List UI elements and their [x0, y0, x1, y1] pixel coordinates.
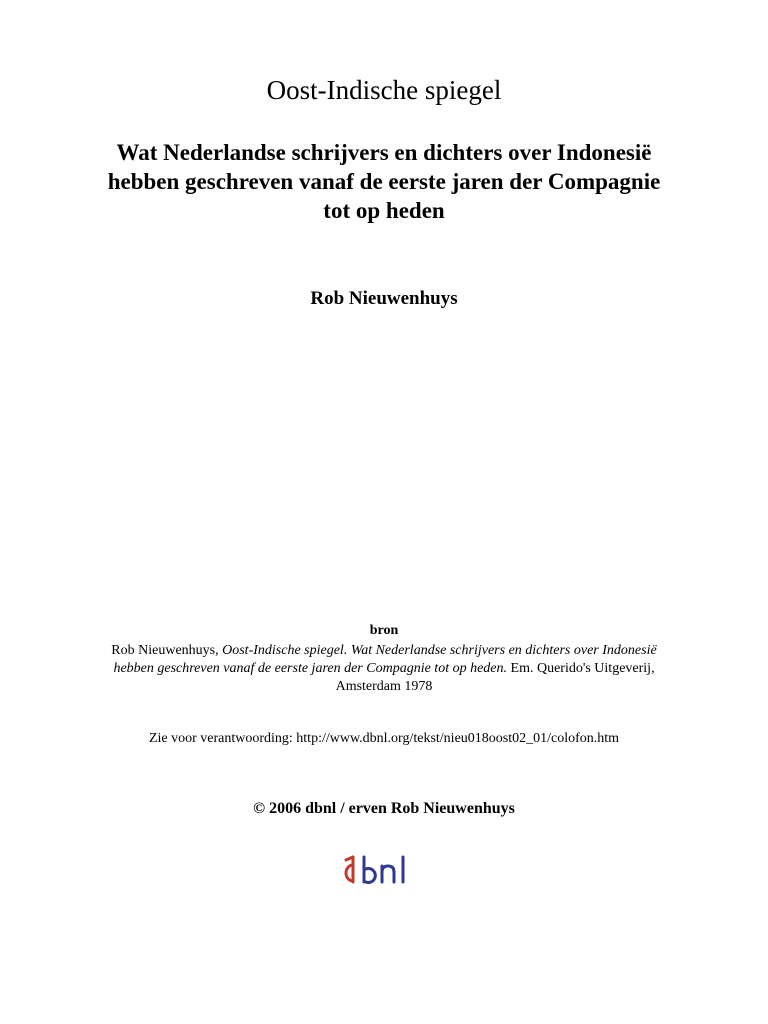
source-title-part-2: hebben geschreven vanaf de eerste jaren der Compagnie tot op heden. — [113, 661, 508, 676]
book-subtitle — [60, 138, 708, 225]
accountability-link[interactable]: Zie voor verantwoording: http://www.dbnl.org/tekst/nieu018oost02_01/colofon.htm — [148, 731, 620, 746]
dbnl-logo-d — [346, 857, 353, 882]
subtitle-line-1: Wat Nederlandse schrijvers en dichters over Indonesië — [116, 140, 652, 165]
source-heading: bron — [369, 623, 399, 638]
source-title-part-1: Oost-Indische spiegel. Wat Nederlandse schrijvers en dichters over Indonesië — [222, 643, 657, 658]
source-citation — [60, 642, 708, 696]
source-publisher: Em. Querido's Uitgeverij, — [507, 661, 655, 676]
source-author: Rob Nieuwenhuys, — [111, 643, 223, 658]
dbnl-logo — [340, 848, 430, 896]
book-title: Oost-Indische spiegel — [266, 75, 502, 105]
subtitle-line-2: hebben geschreven vanaf de eerste jaren der Compagnie — [107, 169, 661, 194]
source-place-year: Amsterdam 1978 — [335, 679, 433, 694]
copyright-notice: © 2006 dbnl / erven Rob Nieuwenhuys — [253, 800, 515, 817]
book-author: Rob Nieuwenhuys — [310, 288, 458, 309]
source-citation-line-1 — [60, 642, 708, 660]
source-citation-line-2 — [60, 660, 708, 678]
dbnl-logo-bnl — [364, 857, 403, 883]
subtitle-line-3: tot op heden — [323, 198, 445, 223]
